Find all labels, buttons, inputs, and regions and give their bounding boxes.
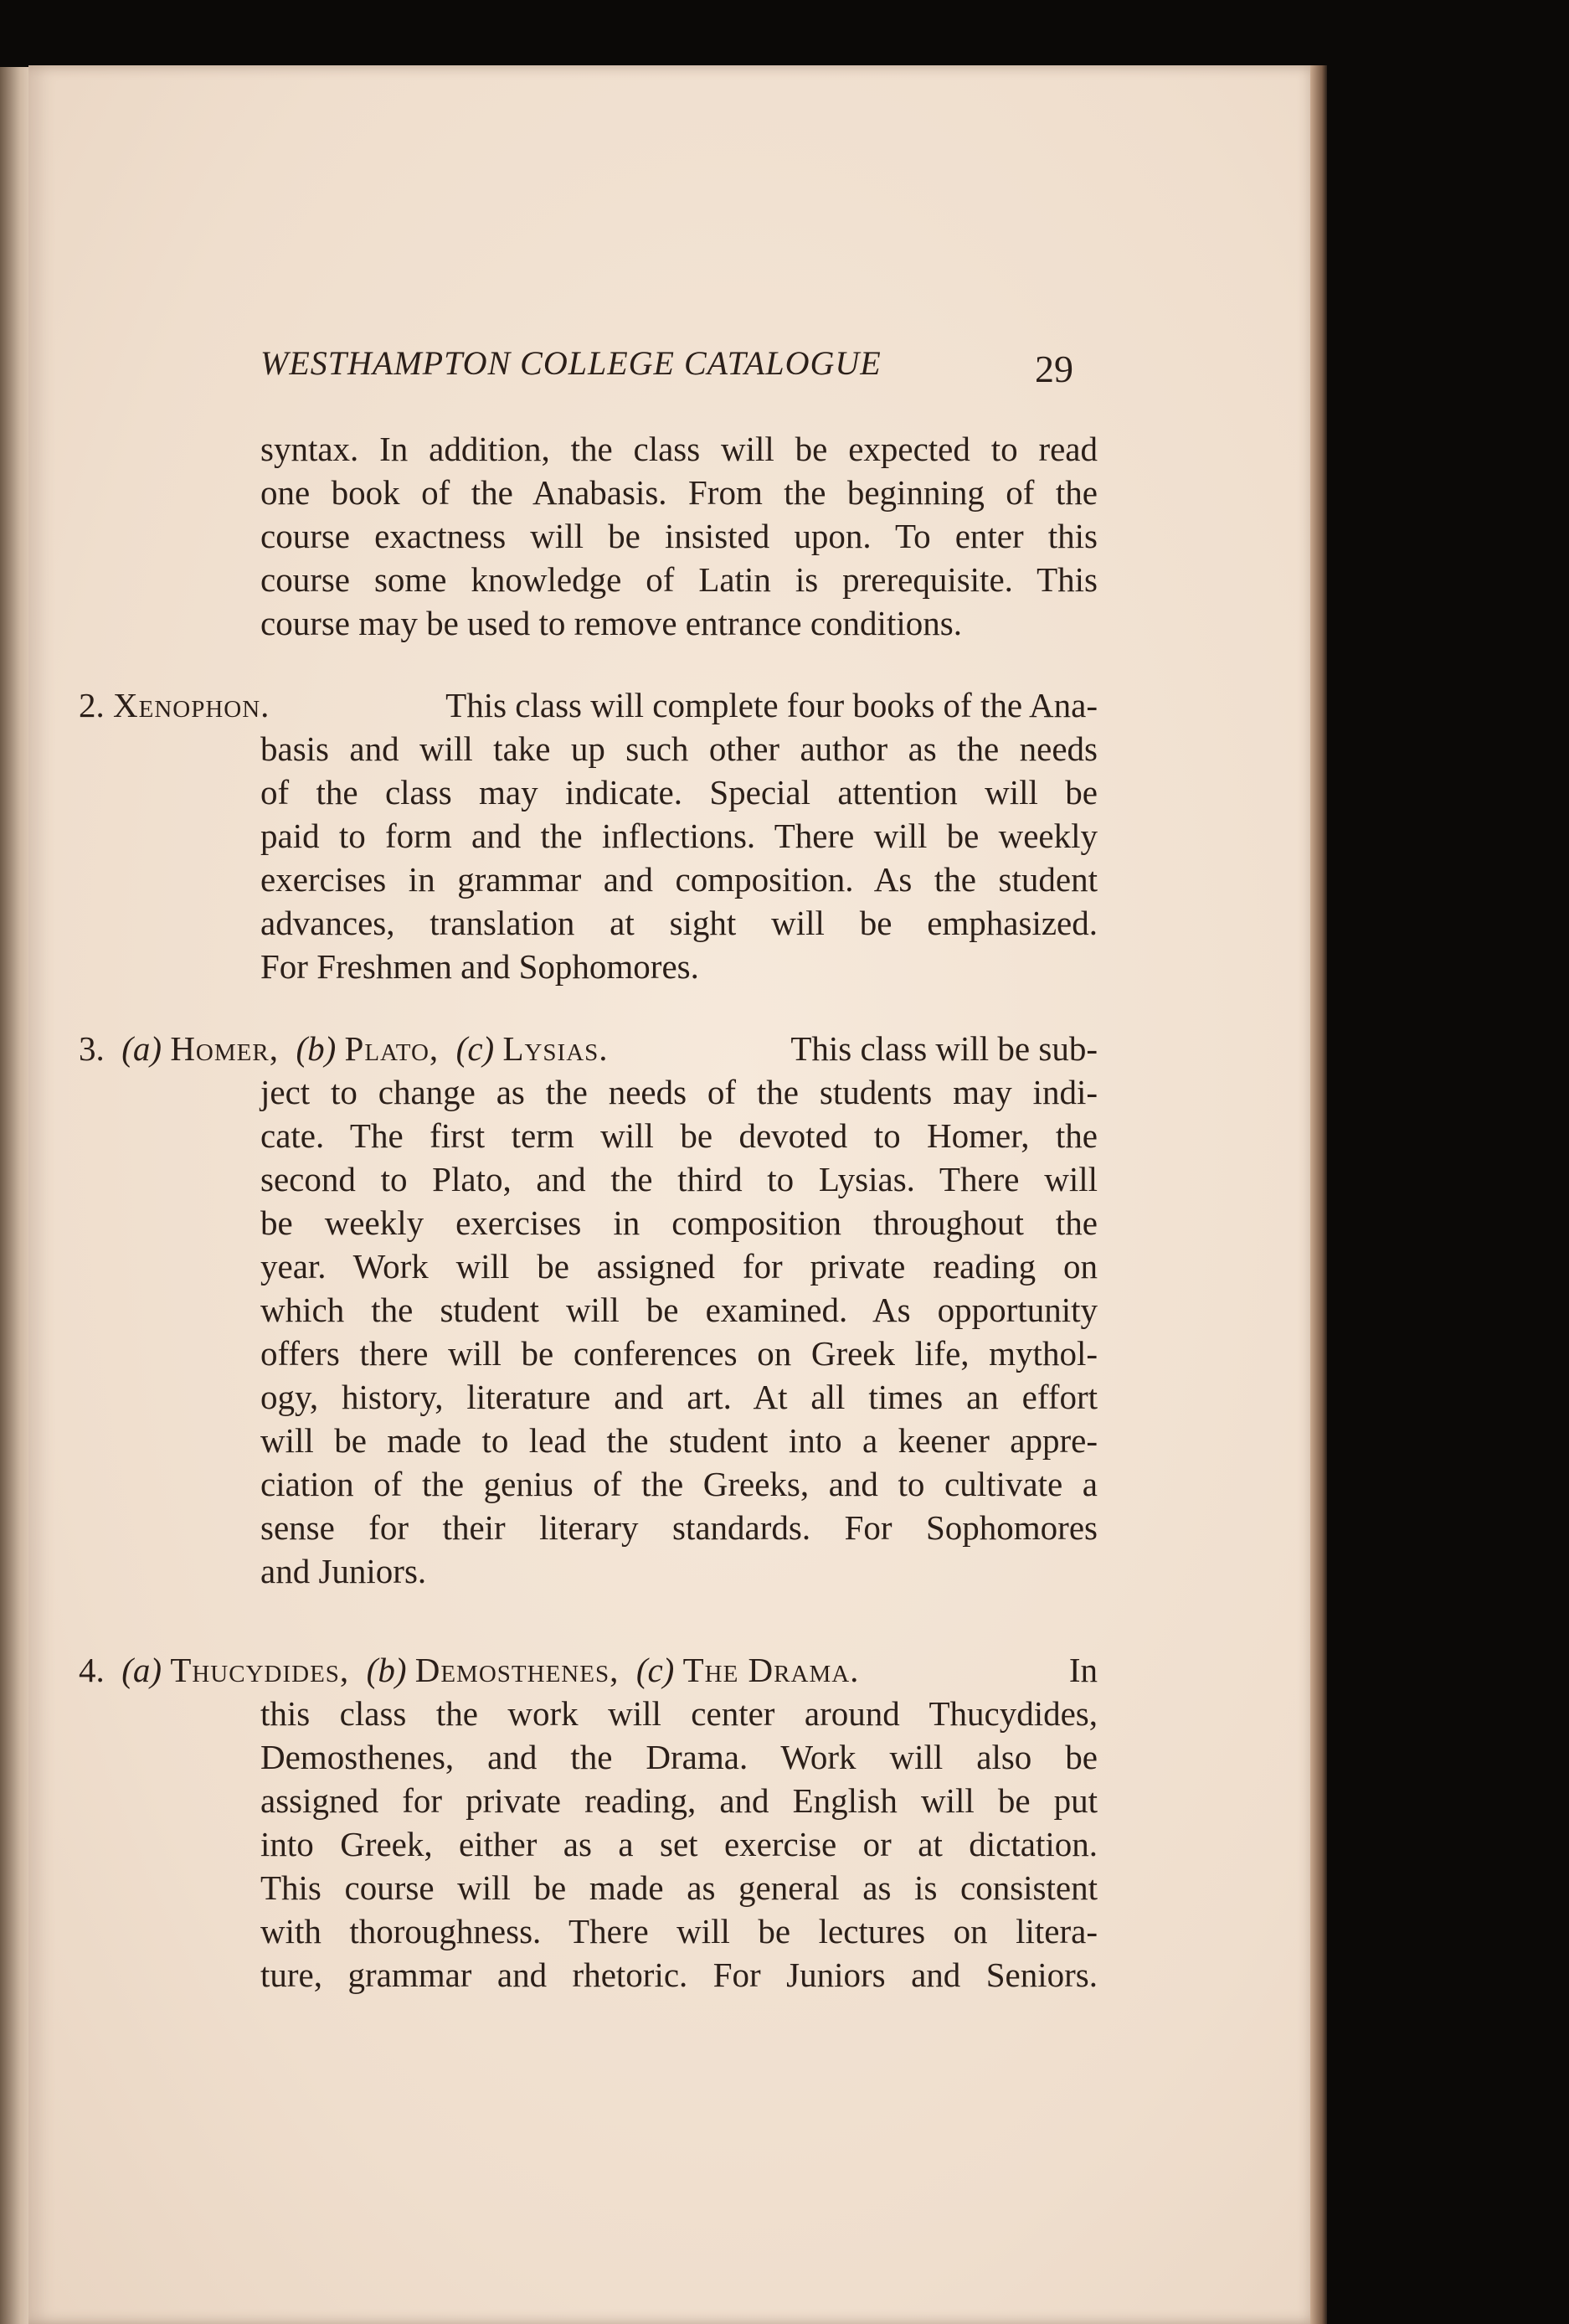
course-number bbox=[79, 683, 270, 727]
course-2-line: basis and will take up such other author as the needs bbox=[260, 729, 1098, 768]
course-4-line: assigned for private reading, and English will be put bbox=[260, 1781, 1098, 1820]
course-3-line: ogy, history, literature and art. At all times an effort bbox=[260, 1378, 1098, 1416]
course-2-line: of the class may indicate. Special attention will be bbox=[260, 773, 1098, 812]
continuation-line: course some knowledge of Latin is prerequisite. This bbox=[260, 560, 1098, 599]
course-heading bbox=[79, 1027, 609, 1070]
course-author: Demosthenes, bbox=[414, 1651, 620, 1689]
continuation-line: course exactness will be insisted upon. To enter this bbox=[260, 517, 1098, 555]
course-intro-text: In bbox=[1068, 1651, 1098, 1689]
page-number: 29 bbox=[1035, 348, 1073, 390]
course-title: Xenophon. bbox=[113, 686, 270, 724]
part-label: (b) bbox=[366, 1651, 407, 1689]
course-2-first-line bbox=[79, 683, 1098, 727]
running-head: WESTHAMPTON COLLEGE CATALOGUE bbox=[260, 344, 882, 382]
course-4-line: with thoroughness. There will be lectures on litera- bbox=[260, 1912, 1098, 1950]
course-author: Lysias. bbox=[502, 1029, 609, 1068]
part-label: (c) bbox=[635, 1651, 675, 1689]
course-4-line: into Greek, either as a set exercise or at dictation. bbox=[260, 1825, 1098, 1863]
course-4-line: Demosthenes, and the Drama. Work will also be bbox=[260, 1738, 1098, 1776]
course-4-line: this class the work will center around Thucydides, bbox=[260, 1694, 1098, 1733]
course-4-line: ture, grammar and rhetoric. For Juniors and Seniors. bbox=[260, 1956, 1098, 1994]
course-number-text: 2. bbox=[79, 686, 105, 724]
course-4-first-line bbox=[79, 1648, 1098, 1692]
part-label: (a) bbox=[121, 1029, 162, 1068]
part-label: (b) bbox=[296, 1029, 337, 1068]
course-2-line: paid to form and the inflections. There will be weekly bbox=[260, 817, 1098, 855]
course-4-line: This course will be made as general as is consistent bbox=[260, 1868, 1098, 1907]
course-3-line: offers there will be conferences on Greek life, mythol- bbox=[260, 1334, 1098, 1373]
course-2-line: For Freshmen and Sophomores. bbox=[260, 947, 699, 986]
course-heading bbox=[79, 1648, 859, 1692]
continuation-line: one book of the Anabasis. From the beginning of the bbox=[260, 473, 1098, 512]
course-intro-text: This class will be sub- bbox=[790, 1029, 1098, 1068]
course-3-line: cate. The first term will be devoted to Homer, the bbox=[260, 1116, 1098, 1155]
continuation-line: syntax. In addition, the class will be expected to read bbox=[260, 430, 1098, 468]
course-author: The Drama. bbox=[682, 1651, 860, 1689]
course-author: Plato, bbox=[344, 1029, 440, 1068]
course-2-line: exercises in grammar and composition. As the student bbox=[260, 860, 1098, 899]
course-3-line: be weekly exercises in composition throughout the bbox=[260, 1203, 1098, 1242]
course-3-line: second to Plato, and the third to Lysias. There will bbox=[260, 1160, 1098, 1198]
course-number-text: 4. bbox=[79, 1651, 105, 1689]
part-label: (a) bbox=[121, 1651, 162, 1689]
course-author: Homer, bbox=[170, 1029, 279, 1068]
course-3-line: year. Work will be assigned for private reading on bbox=[260, 1247, 1098, 1286]
course-3-line: and Juniors. bbox=[260, 1552, 427, 1590]
continuation-line: course may be used to remove entrance conditions. bbox=[260, 604, 962, 642]
course-2-line: advances, translation at sight will be emphasized. bbox=[260, 904, 1098, 942]
part-label: (c) bbox=[455, 1029, 495, 1068]
course-3-line: ject to change as the needs of the students may indi- bbox=[260, 1073, 1098, 1111]
course-3-line: sense for their literary standards. For Sophomores bbox=[260, 1508, 1098, 1547]
course-author: Thucydides, bbox=[170, 1651, 350, 1689]
course-number-text: 3. bbox=[79, 1029, 105, 1068]
course-3-line: which the student will be examined. As opportunity bbox=[260, 1291, 1098, 1329]
course-3-line: will be made to lead the student into a keener appre- bbox=[260, 1421, 1098, 1460]
right-page-edge bbox=[1310, 65, 1327, 2324]
course-intro-text: This class will complete four books of the Ana- bbox=[445, 686, 1098, 724]
course-3-first-line bbox=[79, 1027, 1098, 1070]
course-3-line: ciation of the genius of the Greeks, and to cultivate a bbox=[260, 1465, 1098, 1503]
